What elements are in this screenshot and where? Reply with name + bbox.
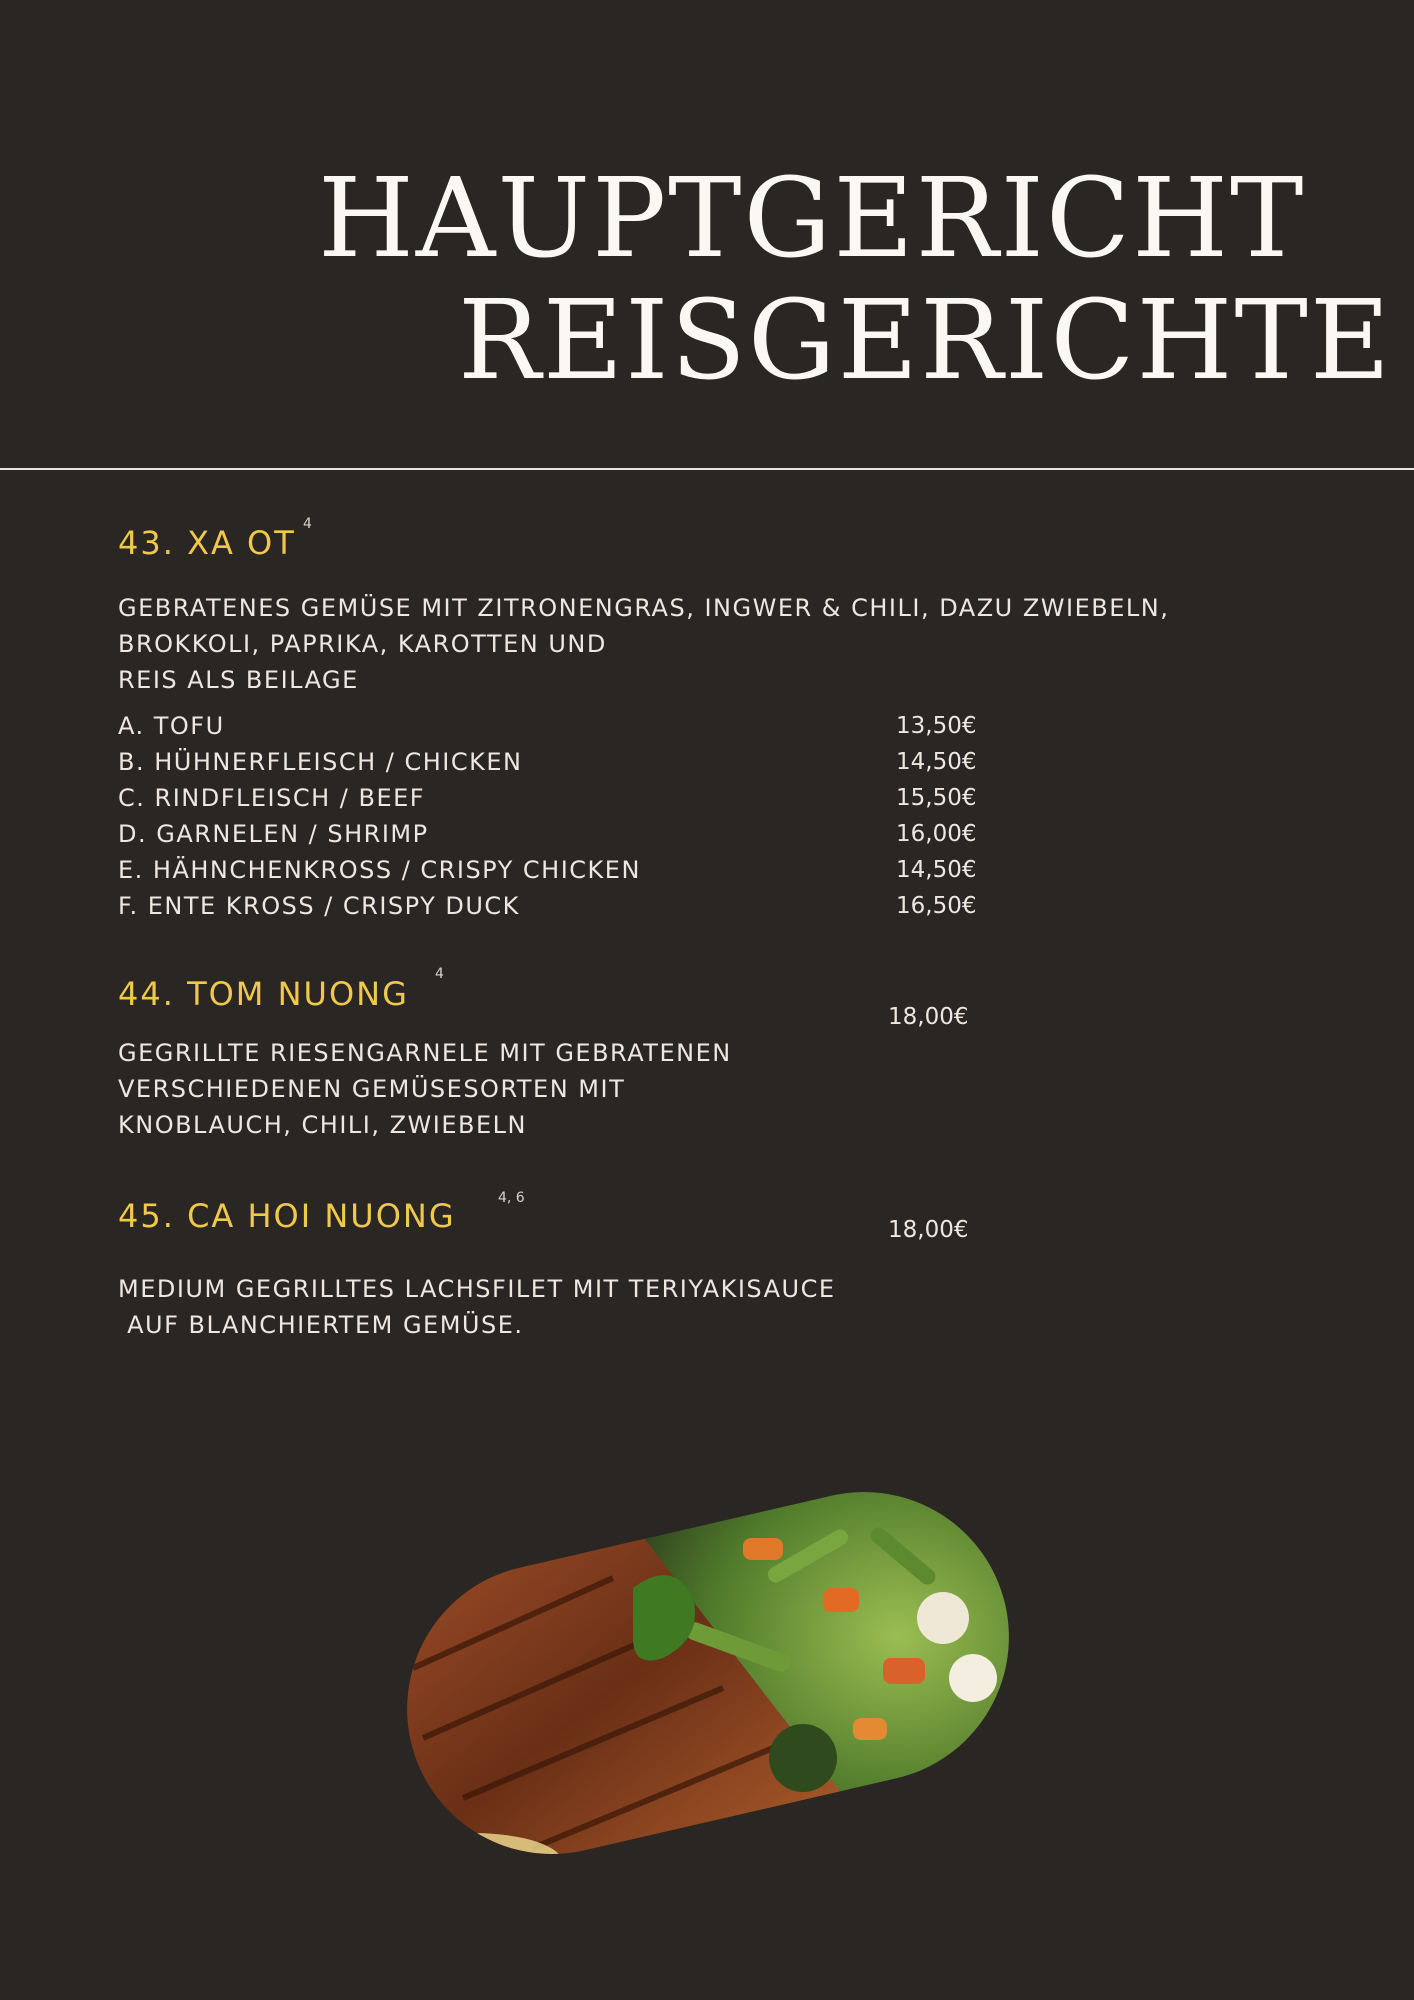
description-line: GEGRILLTE RIESENGARNELE MIT GEBRATENEN bbox=[118, 1039, 732, 1067]
description-line: GEBRATENES GEMÜSE MIT ZITRONENGRAS, INGWER & CHILI, DAZU ZWIEBELN, bbox=[118, 594, 1170, 622]
variant-label: E. HÄHNCHENKROSS / CRISPY CHICKEN bbox=[118, 856, 641, 884]
variant-row bbox=[118, 744, 978, 780]
variant-price: 14,50€ bbox=[896, 749, 977, 775]
item-45-description bbox=[118, 1271, 836, 1343]
grilled-salmon-with-vegetables-photo bbox=[383, 1478, 1033, 1873]
item-43-variants bbox=[118, 708, 978, 924]
variant-price: 15,50€ bbox=[896, 785, 977, 811]
variant-label: B. HÜHNERFLEISCH / CHICKEN bbox=[118, 748, 523, 776]
description-line: VERSCHIEDENEN GEMÜSESORTEN MIT bbox=[118, 1075, 626, 1103]
description-line: AUF BLANCHIERTEM GEMÜSE. bbox=[118, 1311, 524, 1339]
variant-price: 13,50€ bbox=[896, 713, 977, 739]
item-45-allergens: 4, 6 bbox=[498, 1190, 525, 1206]
page-title-line-2: REISGERICHTE bbox=[458, 276, 1393, 404]
variant-row bbox=[118, 888, 978, 924]
variant-label: A. TOFU bbox=[118, 712, 225, 740]
item-43-description bbox=[118, 590, 1169, 698]
variant-price: 14,50€ bbox=[896, 857, 977, 883]
item-45-title: 45. CA HOI NUONG bbox=[118, 1197, 456, 1235]
variant-label: C. RINDFLEISCH / BEEF bbox=[118, 784, 426, 812]
item-43-title: 43. XA OT bbox=[118, 524, 296, 562]
variant-row bbox=[118, 852, 978, 888]
description-line: KNOBLAUCH, CHILI, ZWIEBELN bbox=[118, 1111, 527, 1139]
item-45-price: 18,00€ bbox=[888, 1217, 969, 1243]
variant-label: F. ENTE KROSS / CRISPY DUCK bbox=[118, 892, 520, 920]
item-44-price: 18,00€ bbox=[888, 1004, 969, 1030]
variant-price: 16,50€ bbox=[896, 893, 977, 919]
variant-label: D. GARNELEN / SHRIMP bbox=[118, 820, 429, 848]
description-line: MEDIUM GEGRILLTES LACHSFILET MIT TERIYAKISAUCE bbox=[118, 1275, 836, 1303]
divider bbox=[0, 468, 1414, 470]
item-44-description bbox=[118, 1035, 732, 1143]
variant-row bbox=[118, 816, 978, 852]
page-title-line-1: HAUPTGERICHT bbox=[318, 154, 1306, 282]
description-line: REIS ALS BEILAGE bbox=[118, 666, 359, 694]
variant-price: 16,00€ bbox=[896, 821, 977, 847]
variant-row bbox=[118, 780, 978, 816]
item-44-allergens: 4 bbox=[435, 966, 444, 982]
item-44-title: 44. TOM NUONG bbox=[118, 975, 409, 1013]
variant-row bbox=[118, 708, 978, 744]
item-43-allergens: 4 bbox=[303, 516, 312, 532]
description-line: BROKKOLI, PAPRIKA, KAROTTEN UND bbox=[118, 630, 607, 658]
